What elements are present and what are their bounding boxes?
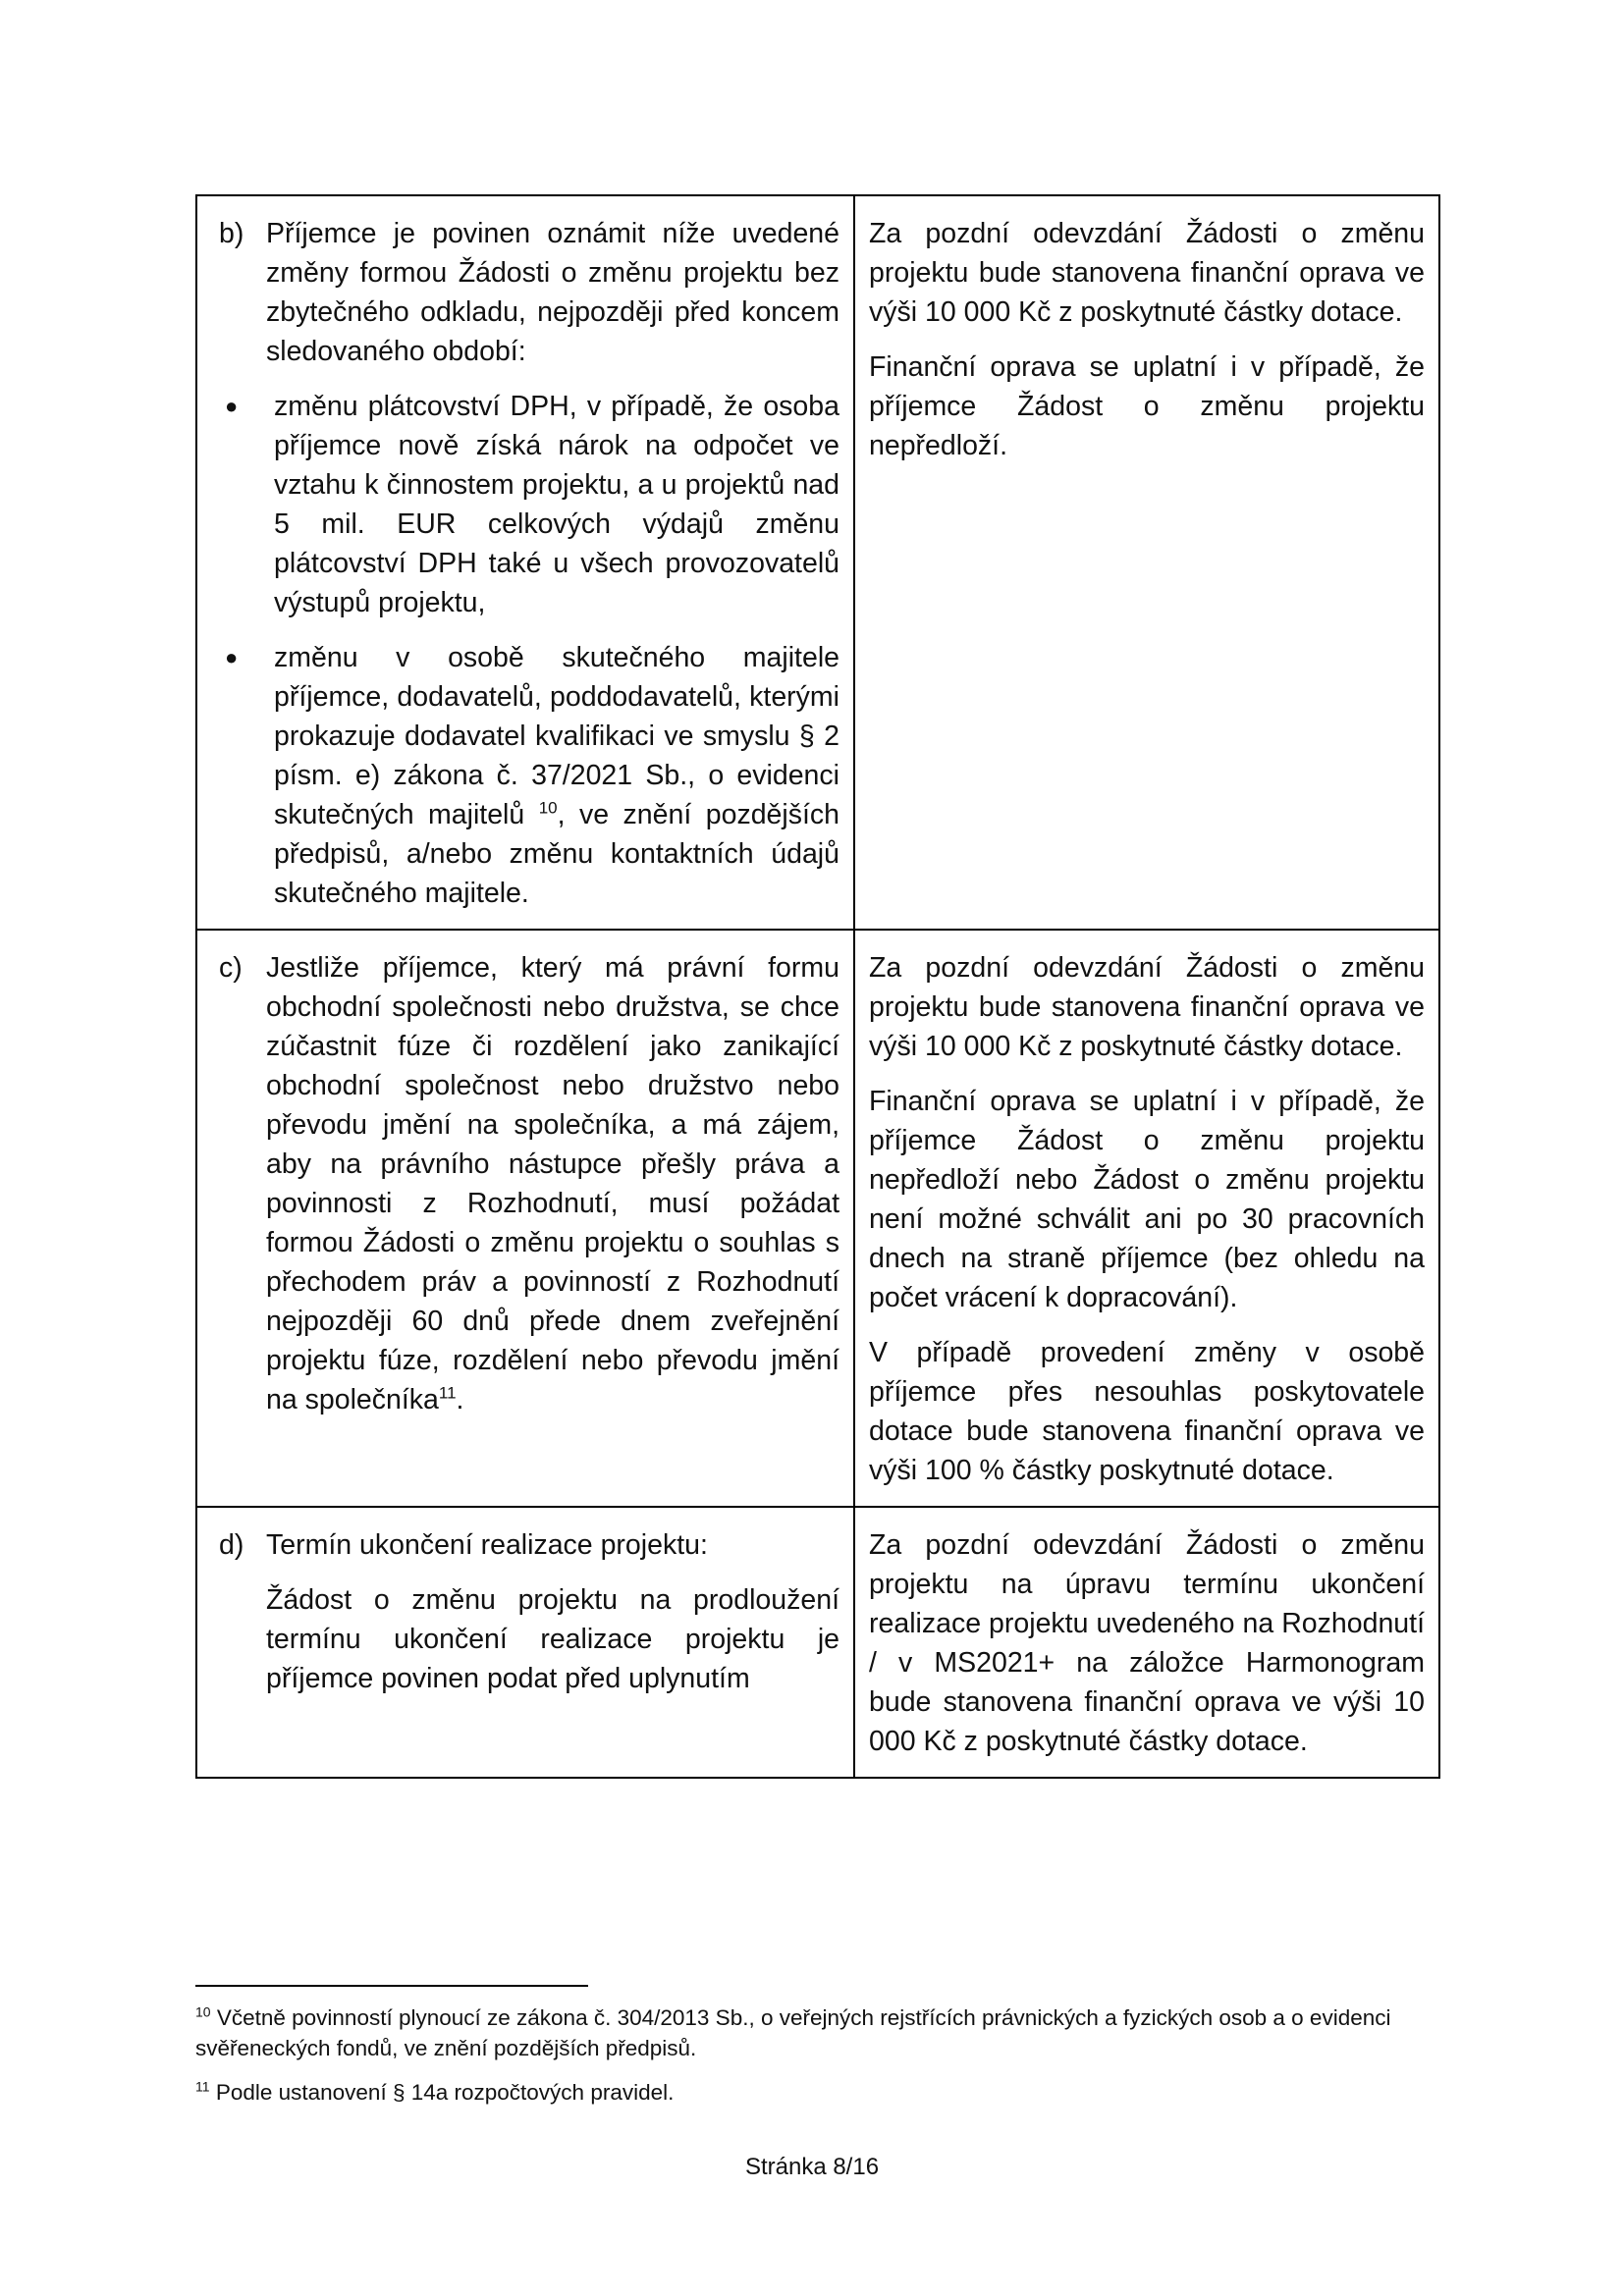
bullet-text: změnu plátcovství DPH, v případě, že osoba příjemce nově získá nárok na odpočet ve vztahu k činnostem projektu, a u projektů nad 5 mil. EUR celkových výdajů změnu plátcovství DPH také u všech provozovatelů výstupů projektu, (274, 391, 839, 618)
obligation-text: Žádost o změnu projektu na prodloužení termínu ukončení realizace projektu je příjemce povinen podat před uplynutím (266, 1584, 839, 1694)
obligation-intro: Příjemce je povinen oznámit níže uvedené změny formou Žádosti o změnu projektu bez zbytečného odkladu, nejpozději před koncem sledovaného období: (266, 218, 839, 367)
obligation-cell (196, 195, 854, 930)
table-row (196, 930, 1439, 1507)
list-item (219, 387, 839, 622)
footnote-ref: 10 (538, 798, 558, 818)
bullet-icon: ● (225, 645, 239, 669)
table-row (196, 195, 1439, 930)
obligation-cell (196, 1507, 854, 1778)
footnote-text: Včetně povinností plynoucí ze zákona č. 304/2013 Sb., o veřejných rejstřících právnických a fyzických osob a o evidenci svěřeneckých fondů, ve znění pozdějších předpisů. (195, 2005, 1391, 2060)
sanction-paragraph: Finanční oprava se uplatní i v případě, že příjemce Žádost o změnu projektu nepředloží nebo Žádost o změnu projektu není možné schválit ani po 30 pracovních dnech na straně příjemce (bez ohledu na počet vrácení k dopracování). (869, 1086, 1425, 1313)
sanction-paragraph: Za pozdní odevzdání Žádosti o změnu projektu bude stanovena finanční oprava ve výši 10 000 Kč z poskytnuté částky dotace. (869, 952, 1425, 1062)
bullet-text-with-footnote: změnu v osobě skutečného majitele příjemce, dodavatelů, poddodavatelů, kterými prokazuje dodavatel kvalifikaci ve smyslu § 2 písm. e) zákona č. 37/2021 Sb., o evidenci skutečných majitelů $^{10}$, ve znění pozdějších předpisů, a/nebo změnu kontaktních údajů skutečného majitele. (274, 642, 839, 909)
sanction-paragraph: Za pozdní odevzdání Žádosti o změnu projektu bude stanovena finanční oprava ve výši 10 000 Kč z poskytnuté částky dotace. (869, 218, 1425, 328)
sanction-cell (854, 1507, 1439, 1778)
sanction-paragraph: Za pozdní odevzdání Žádosti o změnu projektu na úpravu termínu ukončení realizace projektu uvedeného na Rozhodnutí / v MS2021+ na záložce Harmonogram bude stanovena finanční oprava ve výši 10 000 Kč z poskytnuté částky dotace. (869, 1529, 1425, 1757)
footnote (195, 2077, 1440, 2108)
footnote-number: 10 (195, 2003, 211, 2020)
obligation-cell (196, 930, 854, 1507)
obligation-text: Jestliže příjemce, který má právní formu obchodní společnosti nebo družstva, se chce zúčastnit fúze či rozdělení jako zanikající obchodní společnost nebo družstvo nebo převodu jmění na společníka, a má zájem, aby na právního nástupce přešly práva a povinnosti z Rozhodnutí, musí požádat formou Žádosti o změnu projektu o souhlas s přechodem práv a povinností z Rozhodnutí nejpozději 60 dnů přede dnem zveřejnění projektu fúze, rozdělení nebo převodu jmění na společníka$^{11}$. (266, 952, 839, 1415)
list-item (219, 638, 839, 913)
sanction-paragraph: V případě provedení změny v osobě příjemce přes nesouhlas poskytovatele dotace bude stanovena finanční oprava ve výši 100 % částky poskytnuté dotace. (869, 1337, 1425, 1486)
bullet-icon: ● (225, 394, 239, 418)
bullet-list (219, 387, 839, 913)
footnote-ref: 11 (438, 1383, 457, 1403)
item-label: d) (219, 1529, 244, 1561)
item-label: b) (219, 218, 244, 249)
sanction-cell (854, 195, 1439, 930)
obligations-table (195, 194, 1440, 1779)
footnote-text: Podle ustanovení § 14a rozpočtových pravidel. (215, 2080, 675, 2105)
page-number: Stránka 8/16 (744, 2154, 880, 2180)
sanction-paragraph: Finanční oprava se uplatní i v případě, že příjemce Žádost o změnu projektu nepředloží. (869, 351, 1425, 461)
footnote-separator (195, 1985, 588, 1987)
footnote (195, 2002, 1440, 2063)
sanction-cell (854, 930, 1439, 1507)
table-row (196, 1507, 1439, 1778)
obligation-title: Termín ukončení realizace projektu: (266, 1529, 708, 1561)
item-label: c) (219, 952, 243, 984)
footnote-number: 11 (195, 2078, 210, 2095)
